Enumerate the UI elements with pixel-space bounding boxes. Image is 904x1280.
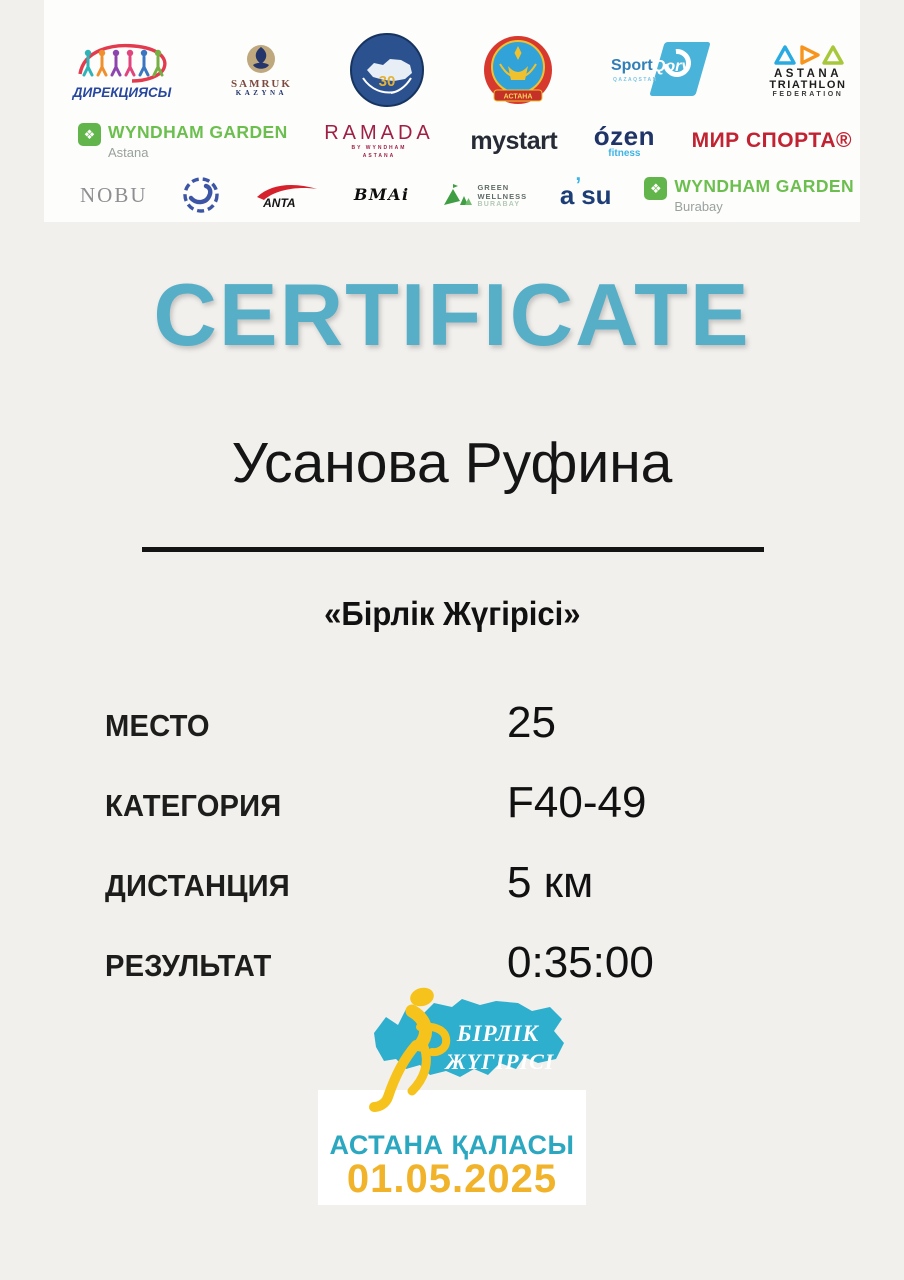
green-wellness-line3: BURABAY xyxy=(477,200,521,208)
triathlon-line3: FEDERATION xyxy=(772,91,844,99)
distance-value: 5 км xyxy=(507,858,594,907)
event-name-text: «Бірлік Жүгірісі» xyxy=(323,595,581,632)
category-label: КАТЕГОРИЯ xyxy=(105,788,282,823)
ozen-fitness-logo xyxy=(593,120,655,160)
joma-logo xyxy=(180,174,222,216)
mir-sporta-name: МИР СПОРТА® xyxy=(691,128,852,152)
mystart-logo xyxy=(470,128,557,154)
nobu-logo xyxy=(80,184,148,206)
event-name xyxy=(0,595,904,633)
anta-logo xyxy=(255,181,321,210)
joma-circle-icon xyxy=(180,174,222,216)
birlik-run-event-logo xyxy=(350,985,580,1113)
event-city: АСТАНА ҚАЛАСЫ xyxy=(329,1130,575,1160)
asu-logo xyxy=(559,173,612,211)
wyndham-diamond-icon: ❖ xyxy=(644,177,667,200)
sportqory-word2: Qory xyxy=(652,58,691,75)
wyndham-garden-burabay-logo xyxy=(644,176,854,214)
astana-triathlon-federation-logo xyxy=(764,42,852,99)
mir-sporta-logo xyxy=(692,130,852,152)
ramada-sub1: BY WYNDHAM xyxy=(351,145,407,152)
wyndham-diamond-icon: ❖ xyxy=(78,123,101,146)
kazyna-text: KAZYNA xyxy=(235,89,288,98)
thirty-years-logo xyxy=(349,32,425,108)
event-logo-line1: БІРЛІК xyxy=(456,1021,540,1046)
directorate-label: ДИРЕКЦИЯСЫ xyxy=(72,84,172,100)
bmai-name: BMAi xyxy=(353,184,410,204)
mountain-trees-icon xyxy=(442,181,472,209)
place-value: 25 xyxy=(507,698,556,747)
astana-banner-text: АСТАНА xyxy=(503,93,533,101)
sportqory-logo xyxy=(611,40,707,100)
result-label: РЕЗУЛЬТАТ xyxy=(105,948,272,983)
ozen-sub: fitness xyxy=(608,147,641,159)
event-logo-line2: ЖҮГІРІСІ xyxy=(445,1049,555,1074)
wyndham-name: WYNDHAM GARDEN xyxy=(108,122,288,142)
result-row-category xyxy=(105,778,805,848)
wyndham-garden-astana-logo xyxy=(78,122,288,160)
sport-directorate-logo xyxy=(70,40,174,100)
sportqory-country: QAZAQSTAN xyxy=(612,77,658,83)
wyndham-location: Burabay xyxy=(674,199,723,214)
astana-city-emblem-logo xyxy=(482,34,554,106)
result-value: 0:35:00 xyxy=(507,938,654,987)
recipient-name: Усанова Руфина xyxy=(231,431,673,495)
place-label: МЕСТО xyxy=(105,708,210,743)
anta-name: ANTA xyxy=(263,195,296,210)
sponsor-row-1 xyxy=(70,26,852,114)
astana-emblem-icon xyxy=(482,34,554,106)
green-wellness-line2: WELLNESS xyxy=(477,191,528,201)
distance-label: ДИСТАНЦИЯ xyxy=(105,868,290,903)
samruk-text: SAMRUK xyxy=(231,77,292,90)
name-underline xyxy=(142,547,764,552)
bmai-logo xyxy=(353,184,410,204)
triathlon-line1: ASTANA xyxy=(773,67,842,80)
green-wellness-line1: GREEN xyxy=(477,182,510,192)
result-row-distance xyxy=(105,858,805,928)
result-row-place xyxy=(105,698,805,768)
mystart-name: mystart xyxy=(470,126,558,155)
ramada-sub2: ASTANA xyxy=(362,152,396,159)
asu-part2: su xyxy=(581,179,612,210)
sportqory-word1: Sport xyxy=(610,57,653,74)
running-figures-icon xyxy=(70,40,174,88)
triathlon-line2: TRIATHLON xyxy=(769,78,847,91)
nobu-name: NOBU xyxy=(80,182,148,207)
triathlon-triangles-icon xyxy=(764,42,852,66)
ramada-logo xyxy=(324,123,434,159)
ramada-name: RAMADA xyxy=(324,122,434,145)
sponsor-row-3 xyxy=(80,168,854,222)
ozen-name: ózen xyxy=(593,120,655,151)
thirty-years-emblem-icon xyxy=(349,32,425,108)
samruk-kazyna-logo xyxy=(231,43,292,98)
event-date: 01.05.2025 xyxy=(346,1157,558,1201)
thirty-number: 30 xyxy=(378,73,396,90)
sponsor-row-2 xyxy=(78,114,852,168)
asu-droplet-icon: ʼ xyxy=(575,173,582,197)
wyndham-name: WYNDHAM GARDEN xyxy=(674,176,854,196)
certificate-title: CERTIFICATE xyxy=(153,265,751,364)
samruk-emblem-icon xyxy=(241,43,281,77)
asu-part1: a xyxy=(559,179,575,210)
wyndham-location: Astana xyxy=(108,145,149,160)
green-wellness-burabay-logo xyxy=(442,181,527,209)
category-value: F40-49 xyxy=(507,778,647,827)
